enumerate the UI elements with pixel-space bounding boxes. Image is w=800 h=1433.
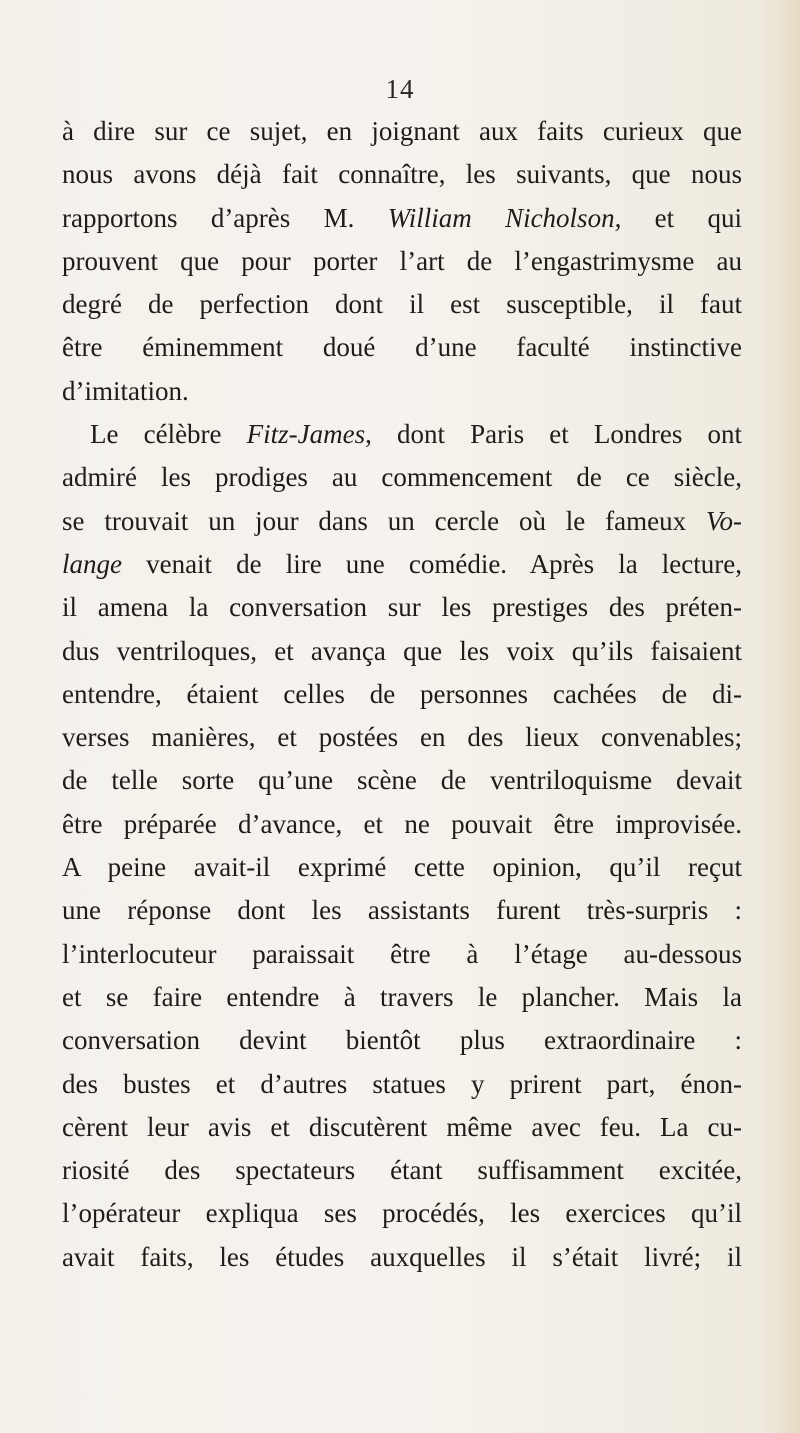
text-line [62, 153, 742, 196]
text-line [62, 1019, 742, 1062]
text-line [62, 1063, 742, 1106]
text-segment: entendre, étaient celles de personnes cachées de di- [62, 678, 742, 709]
text-segment: conversation devint bientôt plus extraordinaire : [62, 1025, 742, 1056]
text-line [62, 673, 742, 716]
text-segment: il amena la conversation sur les prestiges des préten- [62, 592, 742, 623]
text-line [62, 1149, 742, 1192]
text-line [62, 889, 742, 932]
italic-text: Vo- [706, 505, 742, 536]
text-line [62, 716, 742, 759]
text-segment: dus ventriloques, et avança que les voix qu’ils faisaient [62, 635, 742, 666]
text-line [62, 110, 742, 153]
text-segment: se trouvait un jour dans un cercle où le fameux [62, 505, 706, 536]
text-line [62, 630, 742, 673]
text-segment: des bustes et d’autres statues y prirent part, énon- [62, 1068, 742, 1099]
text-line [62, 283, 742, 326]
text-line [62, 1192, 742, 1235]
text-line [62, 413, 742, 456]
text-segment: d’imitation. [62, 375, 189, 406]
text-segment: être préparée d’avance, et ne pouvait être improvisée. [62, 808, 742, 839]
text-segment: venait de lire une comédie. Après la lecture, [122, 548, 742, 579]
text-line [62, 759, 742, 802]
italic-text: Fitz-James [246, 419, 366, 450]
text-segment: admiré les prodiges au commencement de ce siècle, [62, 462, 742, 493]
text-segment: riosité des spectateurs étant suffisamment excitée, [62, 1155, 742, 1186]
text-segment: prouvent que pour porter l’art de l’engastrimysme au [62, 245, 742, 276]
text-segment: de telle sorte qu’une scène de ventriloquisme devait [62, 765, 742, 796]
text-segment: degré de perfection dont il est susceptible, il faut [62, 289, 742, 320]
text-segment: et qui [621, 202, 742, 233]
text-line [62, 846, 742, 889]
text-segment: l’opérateur expliqua ses procédés, les exercices qu’il [62, 1198, 742, 1229]
text-segment: nous avons déjà fait connaître, les suivants, que nous [62, 159, 742, 190]
text-segment: une réponse dont les assistants furent très-surpris : [62, 895, 742, 926]
text-line [62, 197, 742, 240]
text-line [62, 456, 742, 499]
text-segment: , dont Paris et Londres ont [365, 419, 743, 450]
text-line [62, 500, 742, 543]
text-line [62, 1236, 742, 1279]
text-line [62, 240, 742, 283]
text-segment: cèrent leur avis et discutèrent même avec feu. La cu- [62, 1111, 742, 1142]
italic-text: William Nicholson, [387, 202, 622, 233]
body-text [62, 110, 742, 1279]
text-segment: avait faits, les études auxquelles il s’était livré; il [62, 1241, 742, 1272]
text-line [62, 976, 742, 1019]
text-line [62, 586, 742, 629]
text-segment: être éminemment doué d’une faculté instinctive [62, 332, 742, 363]
text-segment: l’interlocuteur paraissait être à l’étage au-dessous [62, 938, 742, 969]
text-segment: rapportons d’après M. [62, 202, 388, 233]
italic-text: lange [62, 548, 122, 579]
text-line [62, 1106, 742, 1149]
text-line [62, 933, 742, 976]
page-number: 14 [385, 74, 415, 104]
text-segment: Le célèbre [90, 419, 247, 450]
text-segment: verses manières, et postées en des lieux convenables; [62, 722, 742, 753]
text-line [62, 370, 742, 413]
text-segment: A peine avait-il exprimé cette opinion, qu’il reçut [62, 852, 742, 883]
text-line [62, 803, 742, 846]
text-segment: à dire sur ce sujet, en joignant aux faits curieux que [62, 116, 742, 146]
text-line [62, 326, 742, 369]
text-line [62, 543, 742, 586]
text-segment: et se faire entendre à travers le plancher. Mais la [62, 981, 742, 1012]
